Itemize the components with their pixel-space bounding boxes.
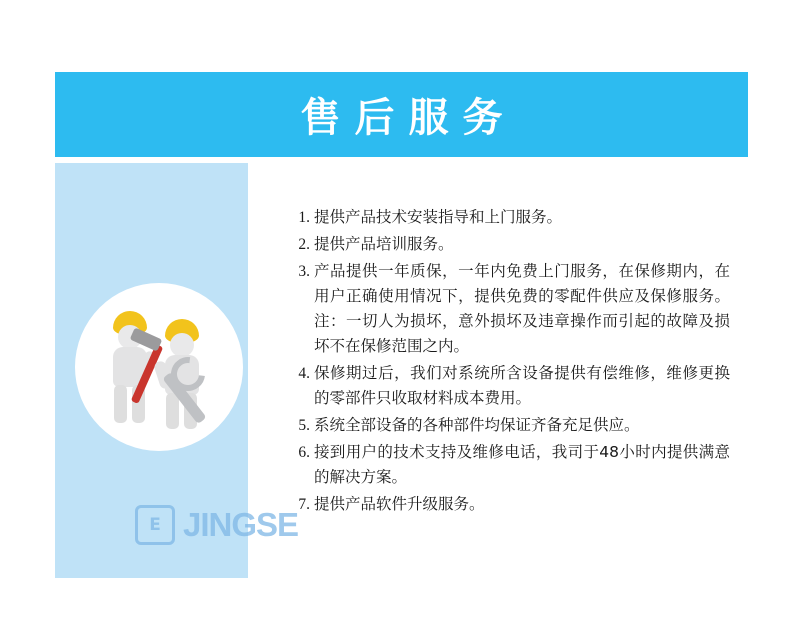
- banner: [55, 72, 748, 157]
- content-panel: [55, 163, 748, 578]
- watermark-text: JINGSE: [183, 506, 299, 543]
- list-item: 提供产品技术安装指导和上门服务。: [314, 208, 563, 226]
- list-item: 系统全部设备的各种部件均保证齐备充足供应。: [314, 416, 640, 434]
- workers-illustration: [75, 283, 243, 451]
- worker-head: [170, 333, 194, 357]
- worker-leg-left: [114, 385, 127, 423]
- list-item: 提供产品软件升级服务。: [314, 495, 485, 513]
- service-list-card: [248, 163, 748, 578]
- service-list: [248, 163, 748, 517]
- list-item: 接到用户的技术支持及维修电话，我司于48小时内提供满意的解决方案。: [314, 443, 730, 486]
- worker-with-wrench-icon: [149, 317, 223, 433]
- list-item: 保修期过后，我们对系统所含设备提供有偿维修，维修更换的零部件只收取材料成本费用。: [314, 364, 730, 407]
- list-item: 提供产品培训服务。: [314, 235, 454, 253]
- watermark-badge: E: [135, 505, 175, 545]
- page-title: 售后服务: [300, 95, 517, 141]
- list-item: 产品提供一年质保，一年内免费上门服务，在保修期内，在用户正确使用情况下，提供免费的零配件供应及保修服务。注：一切人为损坏，意外损坏及违章操作而引起的故障及损坏不在保修范围之内。: [314, 262, 730, 355]
